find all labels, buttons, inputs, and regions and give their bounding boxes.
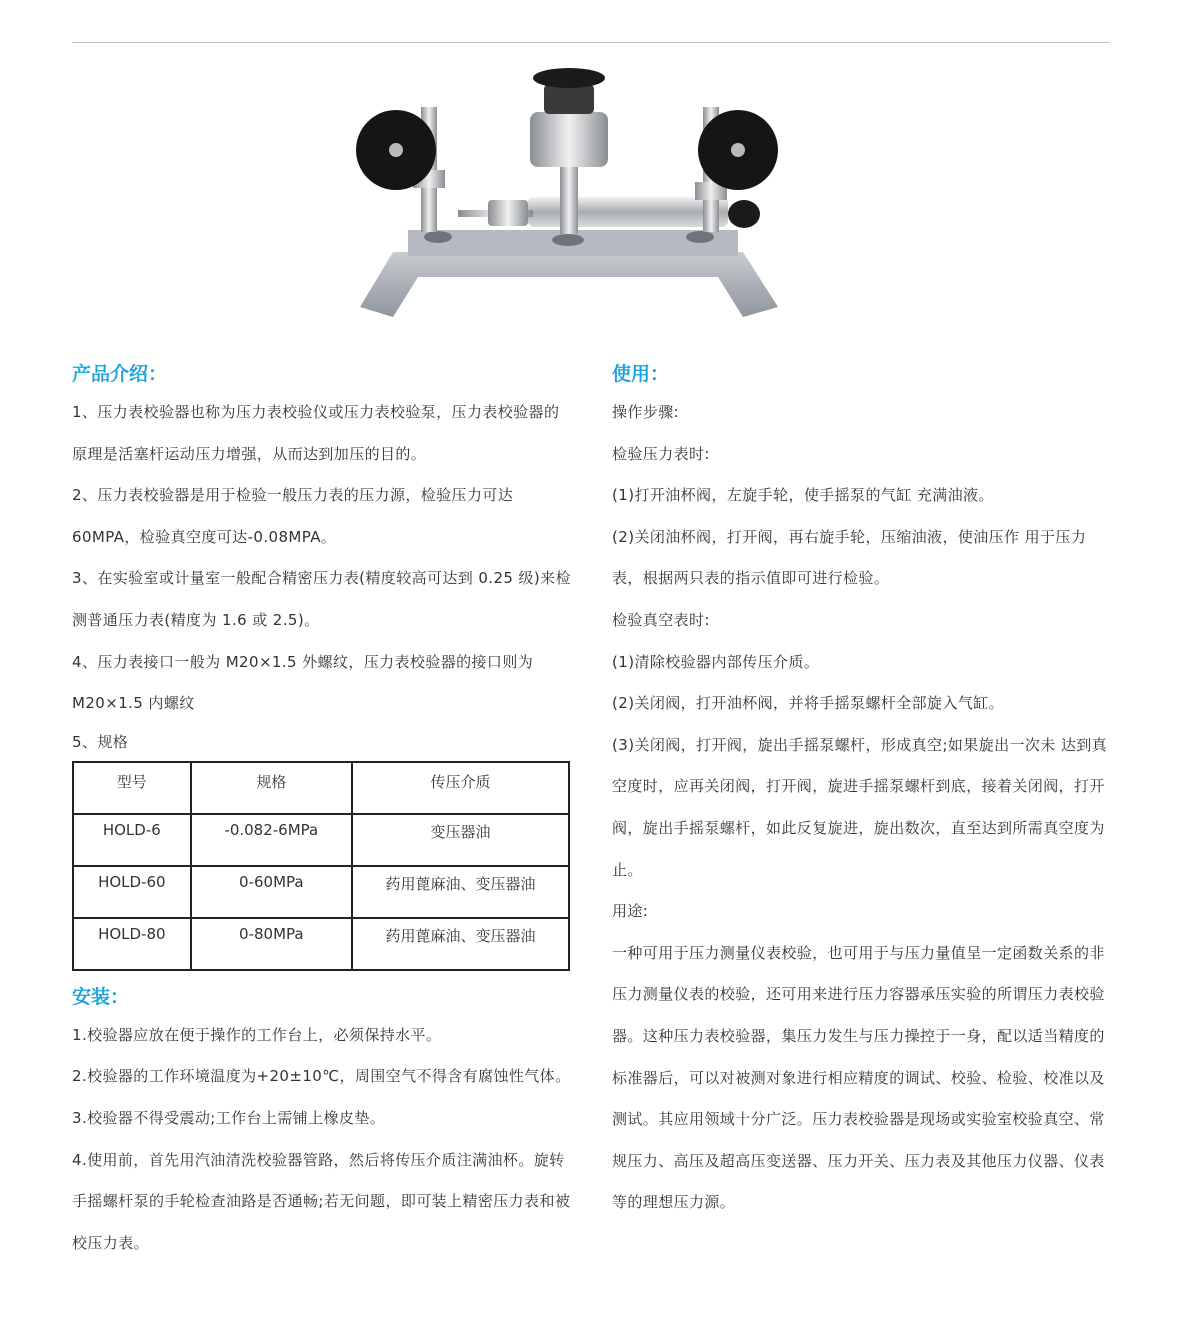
table-header-row	[73, 762, 569, 814]
table-row	[73, 918, 569, 970]
intro-paragraph-1: 1、压力表校验器也称为压力表校验仪或压力表校验泵，压力表校验器的原理是活塞杆运动压力增强，从而达到加压的目的。	[72, 403, 560, 463]
usage-title: 使用：	[612, 363, 670, 385]
table-row	[73, 814, 569, 866]
table-cell: -0.082-6MPa	[191, 814, 352, 866]
intro-paragraph-2: 2、压力表校验器是用于检验一般压力表的压力源，检验压力可达 60MPA，检验真空度可达-0.08MPA。	[72, 486, 514, 546]
table-cell: 药用蓖麻油、变压器油	[352, 918, 569, 970]
install-title: 安装：	[72, 985, 130, 1008]
pressure-calibrator-photo	[348, 62, 788, 322]
usage-paragraph-8: (3)关闭阀，打开阀，旋出手摇泵螺杆，形成真空;如果旋出一次未 达到真空度时，应再关闭阀，打开阀，旋进手摇泵螺杆到底，接着关闭阀，打开阀，旋出手摇泵螺杆，如此反复旋进，旋出数次，直至达到所需真空度为止。	[612, 735, 1108, 879]
table-header-cell: 型号	[73, 762, 191, 814]
usage-paragraph-4: (2)关闭油杯阀，打开阀，再右旋手轮，压缩油液，使油压作 用于压力表，根据两只表的指示值即可进行检验。	[612, 527, 1087, 588]
intro-paragraph-5: 5、规格	[72, 732, 129, 751]
usage-paragraph-6: (1)清除校验器内部传压介质。	[612, 652, 820, 671]
intro-paragraph-3: 3、在实验室或计量室一般配合精密压力表(精度较高可达到 0.25 级)来检测普通压力表(精度为 1.6 或 2.5)。	[72, 569, 571, 629]
install-paragraph-4: 4.使用前，首先用汽油清洗校验器管路，然后将传压介质注满油杯。旋转手摇螺杆泵的手轮检查油路是否通畅;若无问题，即可装上精密压力表和被校压力表。	[72, 1150, 571, 1252]
table-row	[73, 866, 569, 918]
usage-paragraph-1: 操作步骤:	[612, 403, 680, 421]
table-cell: 0-60MPa	[191, 866, 352, 918]
spec-table	[72, 761, 570, 971]
usage-paragraph-3: (1)打开油杯阀，左旋手轮，使手摇泵的气缸 充满油液。	[612, 486, 994, 505]
table-cell: HOLD-6	[73, 814, 191, 866]
table-cell: 变压器油	[352, 814, 569, 866]
table-header-cell: 规格	[191, 762, 352, 814]
table-cell: HOLD-80	[73, 918, 191, 970]
intro-paragraph-4: 4、压力表接口一般为 M20×1.5 外螺纹，压力表校验器的接口则为 M20×1.5 内螺纹	[72, 652, 534, 713]
install-paragraph-2: 2.校验器的工作环境温度为+20±10℃，周围空气不得含有腐蚀性气体。	[72, 1067, 571, 1086]
intro-title: 产品介绍：	[72, 363, 168, 385]
usage-paragraph-2: 检验压力表时:	[612, 444, 710, 463]
usage-paragraph-10: 一种可用于压力测量仪表校验，也可用于与压力量值呈一定函数关系的非压力测量仪表的校验，还可用来进行压力容器承压实验的所谓压力表校验器。这种压力表校验器，集压力发生与压力操控于一身，配以适当精度的标准器后，可以对被测对象进行相应精度的调试、校验、检验、校准以及测试。其应用领域十分广泛。压力表校验器是现场或实验室校验真空、常规压力、高压及超高压变送器、压力开关、压力表及其他压力仪器、仪表等的理想压力源。	[612, 943, 1105, 1212]
usage-paragraph-9: 用途:	[612, 902, 649, 921]
table-cell: 0-80MPa	[191, 918, 352, 970]
install-paragraph-3: 3.校验器不得受震动;工作台上需铺上橡皮垫。	[72, 1108, 386, 1127]
table-cell: 药用蓖麻油、变压器油	[352, 866, 569, 918]
table-header-cell: 传压介质	[352, 762, 569, 814]
right-column	[612, 356, 1112, 1224]
table-cell: HOLD-60	[73, 866, 191, 918]
usage-paragraph-5: 检验真空表时:	[612, 610, 710, 629]
usage-paragraph-7: (2)关闭阀，打开油杯阀，并将手摇泵螺杆全部旋入气缸。	[612, 694, 1005, 713]
left-column	[72, 356, 572, 1264]
install-paragraph-1: 1.校验器应放在便于操作的工作台上，必须保持水平。	[72, 1025, 442, 1044]
top-divider	[72, 42, 1109, 43]
